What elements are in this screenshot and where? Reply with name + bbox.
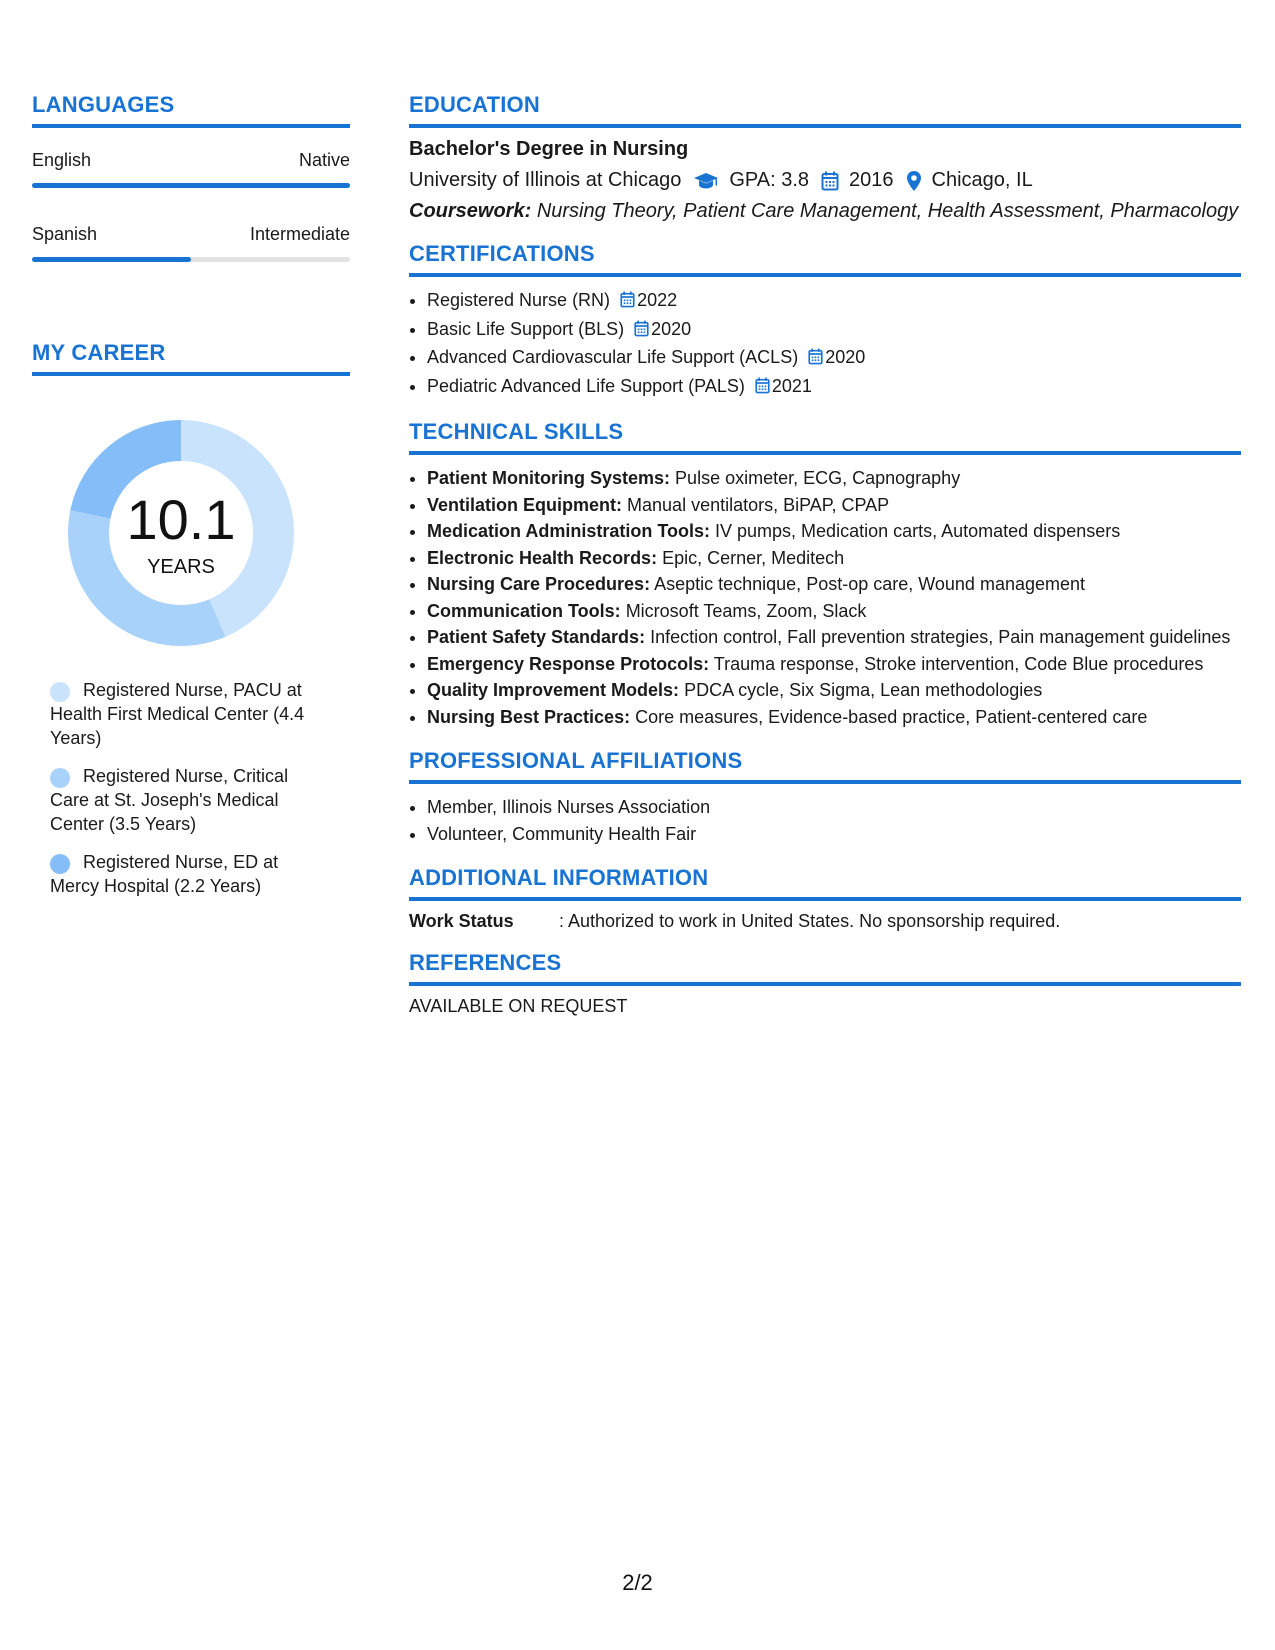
certifications-list [409,287,1241,401]
education-section [409,92,1241,223]
map-pin-icon [906,170,922,192]
coursework-list: Nursing Theory, Patient Care Management, Health Assessment, Pharmacology [536,200,1239,222]
skill-value: Microsoft Teams, Zoom, Slack [625,600,867,621]
language-item [32,150,350,188]
skill-label: Nursing Care Procedures: [427,574,651,594]
skill-label: Medication Administration Tools: [427,521,710,541]
skill-value: Epic, Cerner, Meditech [662,547,845,568]
calendar-icon [808,346,823,373]
language-name: English [32,150,92,170]
certifications-title: CERTIFICATIONS [409,241,1241,277]
career-legend-item [50,678,320,750]
career-title: MY CAREER [32,340,350,376]
certification-item [427,373,1241,402]
certification-year: 2020 [651,318,692,339]
education-title: EDUCATION [409,92,1241,128]
certification-year: 2020 [825,347,866,367]
legend-dot [50,854,70,874]
certification-name: Registered Nurse (RN) [427,290,611,310]
certification-name: Pediatric Advanced Life Support (PALS) [427,375,745,396]
skill-label: Patient Safety Standards: [427,627,646,647]
career-legend-label: Registered Nurse, ED at Mercy Hospital (2.2 Years) [50,852,279,896]
certification-year: 2022 [637,290,678,310]
legend-dot [50,682,70,702]
skill-item [427,677,1241,704]
language-level-fill [32,183,350,188]
skill-item [427,624,1241,651]
language-level-fill [32,257,191,262]
education-meta [409,169,1241,192]
education-coursework [409,200,1241,223]
references-section [409,950,1241,1017]
skill-label: Communication Tools: [427,600,621,621]
skill-label: Quality Improvement Models: [427,680,680,700]
skill-value: IV pumps, Medication carts, Automated dispensers [715,521,1121,541]
career-legend-label: Registered Nurse, Critical Care at St. Joseph's Medical Center (3.5 Years) [50,766,289,834]
technical-skills-section [409,419,1241,730]
education-degree: Bachelor's Degree in Nursing [409,138,689,160]
calendar-icon [821,171,839,191]
skill-value: PDCA cycle, Six Sigma, Lean methodologies [684,680,1043,700]
skill-label: Emergency Response Protocols: [427,653,710,674]
work-status-row [409,911,1241,932]
skill-value: Manual ventilators, BiPAP, CPAP [627,494,890,515]
technical-skills-list [409,465,1241,730]
skill-item [427,492,1241,519]
technical-skills-title: TECHNICAL SKILLS [409,419,1241,455]
skill-item [427,545,1241,572]
skill-item [427,598,1241,625]
education-gpa: GPA: 3.8 [729,169,810,191]
career-total-unit: YEARS [147,556,215,578]
certification-name: Advanced Cardiovascular Life Support (ACLS) [427,347,799,367]
coursework-label: Coursework: [409,200,532,222]
career-legend-label: Registered Nurse, PACU at Health First Medical Center (4.4 Years) [50,680,305,748]
career-section [32,340,350,898]
skill-value: Core measures, Evidence-based practice, Patient-centered care [635,706,1148,727]
skill-item [427,651,1241,678]
left-column [32,92,350,912]
language-level-bar [32,257,350,262]
skill-label: Electronic Health Records: [427,547,658,568]
career-legend-item [50,850,320,898]
education-year: 2016 [849,169,894,191]
languages-section [32,92,350,262]
skill-item [427,518,1241,545]
language-item [32,224,350,262]
language-level: Intermediate [249,224,350,244]
skill-item [427,571,1241,598]
education-school: University of Illinois at Chicago [409,169,682,191]
affiliations-section [409,748,1241,847]
affiliation-item: • Member, Illinois Nurses Association [427,794,1241,821]
language-level-bar [32,183,350,188]
education-location: Chicago, IL [931,169,1033,191]
affiliation-item: • Volunteer, Community Health Fair [427,821,1241,848]
certification-item [427,316,1241,345]
references-text: AVAILABLE ON REQUEST [409,996,628,1016]
legend-dot [50,768,70,788]
page-number: 2/2 [622,1570,653,1595]
language-level: Native [298,150,350,170]
skill-value: Trauma response, Stroke intervention, Code Blue procedures [713,653,1204,674]
affiliations-list [409,794,1241,847]
career-total-value: 10.1 [126,488,236,551]
skill-label: Nursing Best Practices: [427,706,631,727]
languages-title: LANGUAGES [32,92,350,128]
additional-info-section [409,865,1241,932]
career-legend-item [50,764,320,836]
right-column [409,92,1241,1017]
language-name: Spanish [32,224,98,244]
skill-value: Pulse oximeter, ECG, Capnography [675,468,961,488]
skill-value: Infection control, Fall prevention strategies, Pain management guidelines [650,627,1231,647]
skill-label: Ventilation Equipment: [427,494,623,515]
work-status-value: : Authorized to work in United States. No sponsorship required. [559,911,1061,931]
career-donut-chart [66,418,296,648]
skill-label: Patient Monitoring Systems: [427,468,671,488]
additional-info-title: ADDITIONAL INFORMATION [409,865,1241,901]
certification-name: Basic Life Support (BLS) [427,318,625,339]
skill-value: Aseptic technique, Post-op care, Wound management [654,574,1086,594]
certification-year: 2021 [771,375,812,396]
certifications-section [409,241,1241,401]
references-title: REFERENCES [409,950,1241,986]
career-legend [50,678,320,898]
calendar-icon [620,289,635,316]
skill-item [427,465,1241,492]
certification-item [427,344,1241,373]
calendar-icon [634,318,649,345]
calendar-icon [755,375,770,402]
certification-item [427,287,1241,316]
skill-item [427,704,1241,731]
work-status-label: Work Status [409,911,514,931]
graduation-cap-icon [693,171,719,191]
affiliations-title: PROFESSIONAL AFFILIATIONS [409,748,1241,784]
